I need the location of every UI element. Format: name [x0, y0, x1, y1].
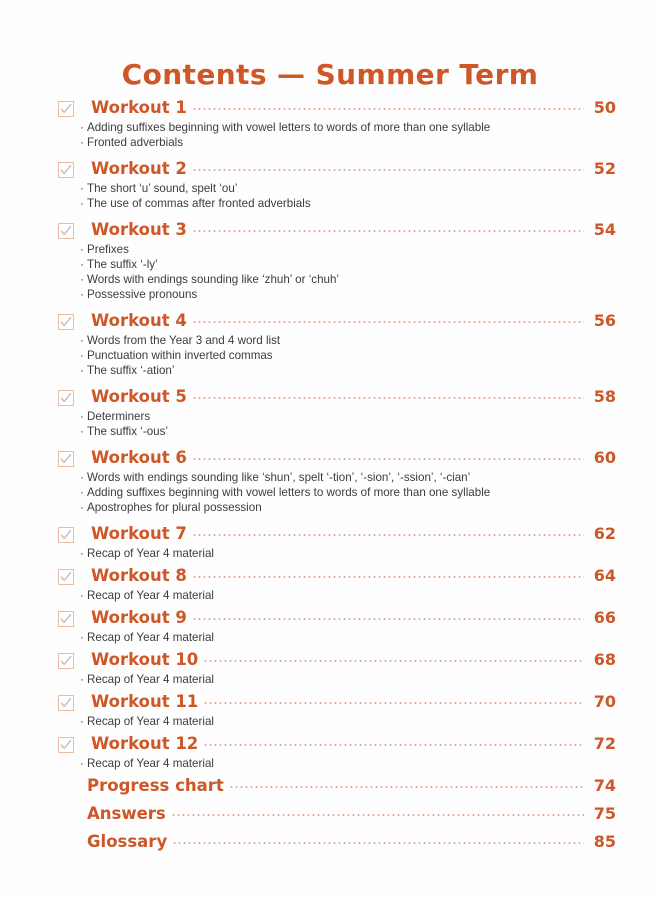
checkbox-tick-icon[interactable]	[58, 451, 74, 467]
checkbox-tick-icon[interactable]	[58, 390, 74, 406]
toc-entry[interactable]	[58, 832, 616, 853]
topic-item: · The short ‘u’ sound, spelt ‘ou’	[58, 181, 616, 196]
toc-entry-label: Workout 3	[91, 220, 187, 239]
toc-entry[interactable]	[58, 776, 616, 797]
toc-entry-page-number: 75	[593, 804, 616, 823]
checkbox-tick-icon[interactable]	[58, 101, 74, 117]
topic-item: · Recap of Year 4 material	[58, 672, 616, 687]
topic-item: · Prefixes	[58, 242, 616, 257]
toc-group	[58, 804, 616, 825]
topic-item: · The use of commas after fronted adverbials	[58, 196, 616, 211]
toc-group	[58, 566, 616, 603]
leader-dots	[203, 651, 584, 665]
toc-entry-page-number: 52	[593, 159, 616, 178]
topic-item: · Recap of Year 4 material	[58, 714, 616, 729]
leader-dots	[192, 388, 584, 402]
toc-entry-page-number: 58	[593, 387, 616, 406]
toc-entry-page-number: 56	[593, 311, 616, 330]
toc-entry-topics	[58, 181, 616, 211]
topic-item: · Recap of Year 4 material	[58, 546, 616, 561]
toc-group	[58, 448, 616, 515]
toc-entry-topics	[58, 756, 616, 771]
checkbox-tick-icon[interactable]	[58, 162, 74, 178]
topic-item: · Words with endings sounding like ‘zhuh’ or ‘chuh’	[58, 272, 616, 287]
topic-item: · Determiners	[58, 409, 616, 424]
leader-dots	[203, 693, 584, 707]
toc-entry-label: Progress chart	[87, 776, 224, 795]
toc-group	[58, 692, 616, 729]
topic-item: · Words with endings sounding like ‘shun’, spelt ‘-tion’, ‘-sion’, ‘-ssion’, ‘-cian’	[58, 470, 616, 485]
toc-entry[interactable]	[58, 650, 616, 671]
toc-entry-label: Workout 5	[91, 387, 187, 406]
topic-item: · Fronted adverbials	[58, 135, 616, 150]
toc-entry[interactable]	[58, 524, 616, 545]
toc-entry-page-number: 54	[593, 220, 616, 239]
topic-item: · The suffix ‘-ly’	[58, 257, 616, 272]
leader-dots	[172, 833, 584, 847]
toc-entry-label: Workout 2	[91, 159, 187, 178]
leader-dots	[203, 735, 584, 749]
checkbox-tick-icon[interactable]	[58, 695, 74, 711]
toc-group	[58, 98, 616, 150]
topic-item: · The suffix ‘-ous’	[58, 424, 616, 439]
toc-entry[interactable]	[58, 608, 616, 629]
toc-entry-label: Glossary	[87, 832, 168, 851]
toc-entry[interactable]	[58, 387, 616, 408]
toc-entry[interactable]	[58, 804, 616, 825]
table-of-contents	[58, 98, 616, 860]
topic-item: · The suffix ‘-ation’	[58, 363, 616, 378]
toc-entry-page-number: 62	[593, 524, 616, 543]
toc-entry-label: Workout 7	[91, 524, 187, 543]
toc-entry-page-number: 70	[593, 692, 616, 711]
topic-item: · Recap of Year 4 material	[58, 588, 616, 603]
leader-dots	[192, 312, 584, 326]
toc-entry-topics	[58, 546, 616, 561]
toc-group	[58, 734, 616, 771]
leader-dots	[192, 221, 584, 235]
toc-entry-topics	[58, 409, 616, 439]
toc-entry-page-number: 60	[593, 448, 616, 467]
toc-entry[interactable]	[58, 692, 616, 713]
toc-entry[interactable]	[58, 311, 616, 332]
toc-group	[58, 311, 616, 378]
toc-entry-topics	[58, 242, 616, 302]
toc-entry[interactable]	[58, 220, 616, 241]
toc-group	[58, 159, 616, 211]
topic-item: · Words from the Year 3 and 4 word list	[58, 333, 616, 348]
toc-group	[58, 387, 616, 439]
toc-entry-topics	[58, 714, 616, 729]
leader-dots	[192, 609, 584, 623]
checkbox-tick-icon[interactable]	[58, 314, 74, 330]
toc-entry-page-number: 68	[593, 650, 616, 669]
toc-entry-label: Workout 4	[91, 311, 187, 330]
toc-entry-page-number: 85	[593, 832, 616, 851]
leader-dots	[192, 160, 584, 174]
leader-dots	[192, 567, 584, 581]
leader-dots	[171, 805, 584, 819]
toc-entry[interactable]	[58, 98, 616, 119]
toc-entry-topics	[58, 333, 616, 378]
toc-entry-topics	[58, 672, 616, 687]
page-title: Contents — Summer Term	[121, 58, 539, 91]
topic-item: · Recap of Year 4 material	[58, 630, 616, 645]
toc-entry-label: Answers	[87, 804, 166, 823]
toc-entry-page-number: 72	[593, 734, 616, 753]
checkbox-tick-icon[interactable]	[58, 223, 74, 239]
toc-entry[interactable]	[58, 448, 616, 469]
toc-entry-label: Workout 8	[91, 566, 187, 585]
toc-entry-page-number: 74	[593, 776, 616, 795]
toc-entry-label: Workout 11	[91, 692, 199, 711]
toc-entry[interactable]	[58, 159, 616, 180]
toc-entry-label: Workout 6	[91, 448, 187, 467]
topic-item: · Recap of Year 4 material	[58, 756, 616, 771]
checkbox-tick-icon[interactable]	[58, 569, 74, 585]
checkbox-tick-icon[interactable]	[58, 737, 74, 753]
toc-group	[58, 524, 616, 561]
toc-entry-topics	[58, 630, 616, 645]
toc-entry-page-number: 50	[593, 98, 616, 117]
toc-entry-topics	[58, 120, 616, 150]
checkbox-tick-icon[interactable]	[58, 611, 74, 627]
toc-entry-page-number: 66	[593, 608, 616, 627]
topic-item: · Adding suffixes beginning with vowel letters to words of more than one syllable	[58, 485, 616, 500]
topic-item: · Apostrophes for plural possession	[58, 500, 616, 515]
toc-entry[interactable]	[58, 734, 616, 755]
toc-entry-topics	[58, 588, 616, 603]
leader-dots	[192, 525, 584, 539]
toc-group	[58, 776, 616, 797]
toc-entry-label: Workout 12	[91, 734, 199, 753]
checkbox-tick-icon[interactable]	[58, 653, 74, 669]
toc-group	[58, 220, 616, 302]
checkbox-tick-icon[interactable]	[58, 527, 74, 543]
leader-dots	[192, 99, 584, 113]
topic-item: · Punctuation within inverted commas	[58, 348, 616, 363]
toc-entry[interactable]	[58, 566, 616, 587]
topic-item: · Possessive pronouns	[58, 287, 616, 302]
toc-entry-label: Workout 9	[91, 608, 187, 627]
toc-entry-label: Workout 1	[91, 98, 187, 117]
toc-group	[58, 608, 616, 645]
toc-entry-topics	[58, 470, 616, 515]
toc-entry-page-number: 64	[593, 566, 616, 585]
leader-dots	[192, 449, 584, 463]
leader-dots	[229, 777, 584, 791]
toc-group	[58, 650, 616, 687]
topic-item: · Adding suffixes beginning with vowel letters to words of more than one syllable	[58, 120, 616, 135]
toc-group	[58, 832, 616, 853]
toc-entry-label: Workout 10	[91, 650, 199, 669]
